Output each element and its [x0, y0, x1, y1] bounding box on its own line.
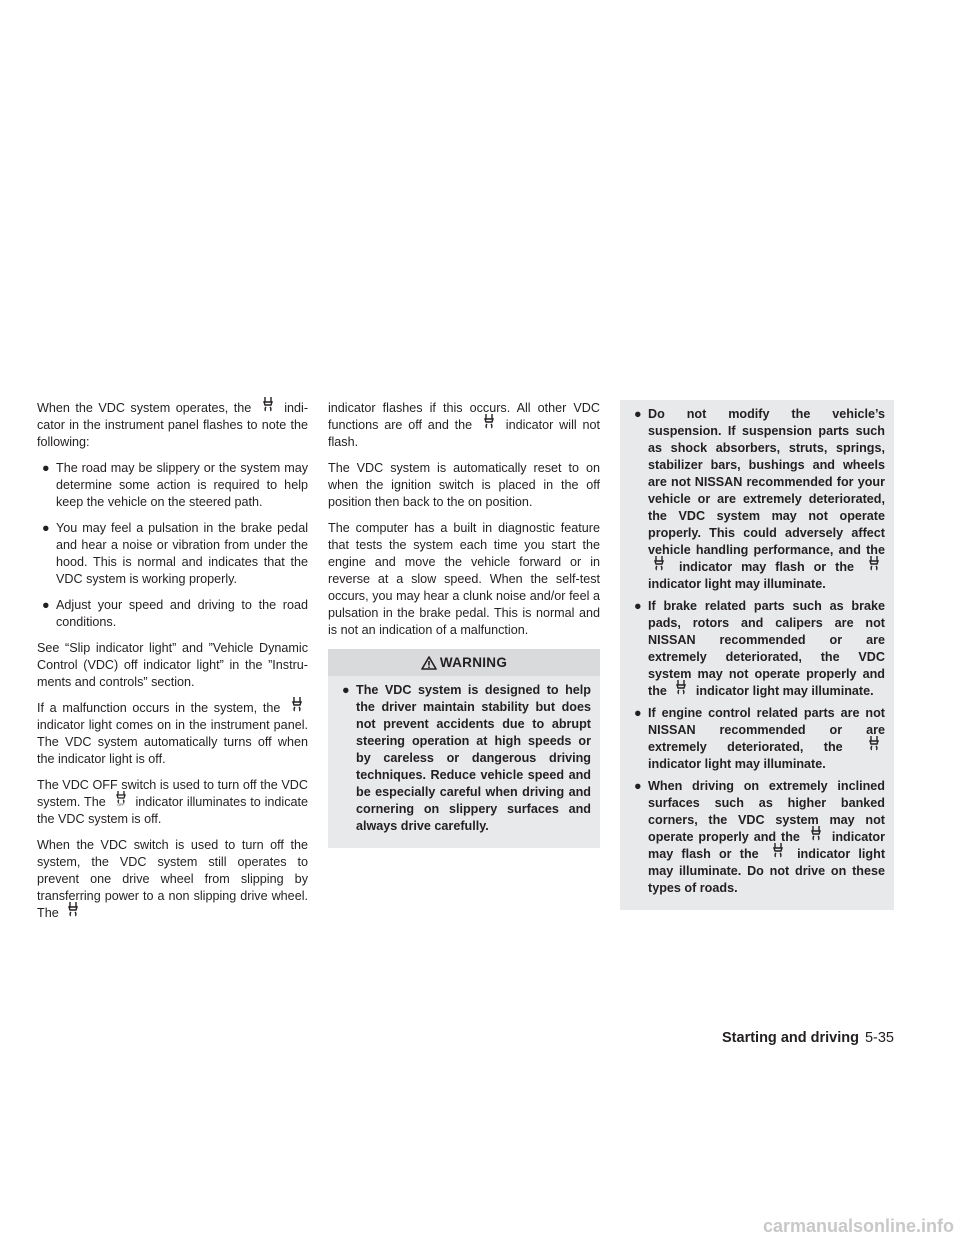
- list-item: [37, 460, 308, 511]
- column-1: [37, 400, 308, 931]
- page-number: 5-35: [864, 1030, 894, 1046]
- vdc-slip-icon: [805, 829, 827, 843]
- text: If brake related parts such as brake pads, rotors and calipers are not NISSAN recommended or are extremely deteriorated, the VDC system may not operate properly and the: [648, 599, 885, 698]
- paragraph-diagnostic: The computer has a built in diagnostic feature that tests the system each time you start the engine and move the vehicle forward or in reverse at a slow speed. When the self-test occurs, you may hear a clunk noise and/or feel a pulsation in the brake pedal. This is normal and is not an indication of a malfunction.: [328, 521, 600, 637]
- warning-item: [629, 705, 885, 773]
- bullet: ●: [634, 706, 642, 720]
- text: indicator light may illuminate.: [695, 684, 874, 698]
- warning-item: [629, 406, 885, 593]
- vdc-off-icon: [110, 794, 132, 808]
- warning-title: WARNING: [439, 655, 508, 670]
- text: When the VDC switch is used to turn off the system, the VDC system still operates to prevent one drive wheel from slipping by transferring power to a non slipping drive wheel. The: [37, 838, 308, 920]
- list-item: [37, 520, 308, 588]
- text: When driving on extremely inclined surfaces such as higher banked corners, the VDC system may not operate properly and the: [648, 779, 885, 844]
- column-2: [328, 400, 600, 848]
- warning-box: [328, 676, 600, 848]
- bullet: ●: [634, 599, 642, 613]
- text: When the VDC system operates, the: [37, 401, 252, 415]
- text: The VDC system is designed to help the driver maintain stability but does not prevent accidents due to abrupt steering operation at high speeds or by careless or dangerous driving techniques. Reduce vehicle speed and be especially careful when driving and cornering on slippery surfaces and always drive carefully.: [356, 683, 591, 833]
- vdc-slip-icon: [257, 400, 279, 414]
- vdc-slip-icon: [286, 700, 308, 714]
- text: You may feel a pulsation in the brake pedal and hear a noise or vibration from under the hood. This is normal and indicates that the VDC system is working properly.: [56, 521, 308, 586]
- text: indicator may flash or the: [678, 560, 855, 574]
- vdc-slip-icon: [863, 559, 885, 573]
- vdc-slip-icon: [767, 846, 789, 860]
- svg-text:OFF: OFF: [117, 803, 125, 806]
- paragraph-indicator-flashes: [328, 400, 600, 451]
- bullet: ●: [634, 779, 642, 793]
- section-title: Starting and driving: [722, 1030, 859, 1046]
- text: indicator flashes if this occurs. All other VDC functions are off and the: [328, 401, 600, 432]
- vdc-slip-icon: [670, 683, 692, 697]
- text: indicator light comes on in the instrument panel. The VDC system automatically turns off when the indicator light is off.: [37, 718, 308, 766]
- text: indicator may flash or the: [648, 830, 886, 861]
- text: If engine control related parts are not NISSAN recommended or are extremely deteriorated, the: [648, 706, 885, 754]
- vdc-slip-icon: [478, 417, 500, 431]
- paragraph-auto-reset: The VDC system is automatically reset to on when the ignition switch is placed in the off position then back to the on position.: [328, 461, 600, 509]
- warning-item: [629, 778, 885, 897]
- text: indicator in the instrument panel flashes to note the following:: [37, 401, 309, 449]
- list-item: [37, 597, 308, 631]
- bullet: ●: [342, 683, 350, 697]
- paragraph-malfunction: [37, 700, 308, 768]
- watermark: carmanualsonline.info: [762, 1216, 954, 1236]
- bullet: ●: [42, 461, 50, 475]
- vdc-slip-icon: [863, 739, 885, 753]
- vdc-slip-icon: [648, 559, 670, 573]
- text: indicator illuminates to indicate the VDC system is off.: [37, 795, 309, 826]
- warning-triangle-icon: [421, 656, 437, 670]
- paragraph-vdc-operates: [37, 400, 308, 451]
- warning-box-continued: [620, 400, 894, 910]
- text: The road may be slippery or the system may determine some action is required to help keep the vehicle on the steered path.: [56, 461, 308, 509]
- warning-header: [328, 649, 600, 676]
- warning-item: [629, 598, 885, 700]
- paragraph-see-also: See “Slip indicator light” and ”Vehicle Dynamic Control (VDC) off indicator light” in the ”Instruments and controls” section.: [37, 641, 308, 689]
- paragraph-vdc-switch: [37, 837, 308, 922]
- text: indicator light may illuminate.: [648, 577, 826, 591]
- warning-item: [337, 682, 591, 835]
- text: Do not modify the vehicle’s suspension. If suspension parts such as shock absorbers, struts, springs, stabilizer bars, bushings and wheels are not NISSAN recommended for your vehicle or are extremely deteriorated, the VDC system may not operate properly. This could adversely affect vehicle handling performance, and the: [648, 407, 885, 557]
- bullet: ●: [42, 521, 50, 535]
- column-3: [620, 400, 894, 910]
- text: indicator light may illuminate.: [648, 757, 826, 771]
- bullet: ●: [634, 407, 642, 421]
- page-footer: [722, 1030, 894, 1046]
- text: If a malfunction occurs in the system, the: [37, 701, 281, 715]
- paragraph-vdc-off-switch: [37, 777, 308, 828]
- vdc-slip-icon: [62, 905, 84, 919]
- text: Adjust your speed and driving to the road conditions.: [56, 598, 308, 629]
- text: indicator light may illuminate. Do not drive on these types of roads.: [648, 847, 886, 895]
- text: The VDC OFF switch is used to turn off the VDC system. The: [37, 778, 308, 809]
- bullet: ●: [42, 598, 50, 612]
- text: indicator will not flash.: [328, 418, 600, 449]
